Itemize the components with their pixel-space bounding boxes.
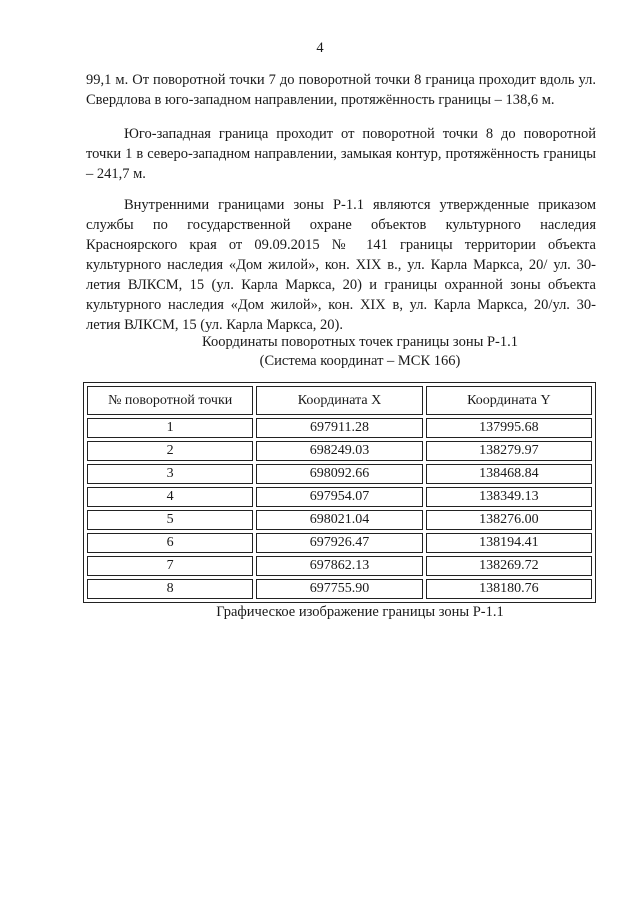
table-row xyxy=(87,579,592,599)
page-number: 4 xyxy=(316,40,324,56)
cell-coordinate-y: 138194.41 xyxy=(426,533,592,553)
paragraph-boundary-south: 99,1 м. От поворотной точки 7 до поворотной точки 8 граница проходит вдоль ул. Свердлова в юго-западном направлении, протяжённость границы – 138,6 м. xyxy=(86,72,596,108)
cell-coordinate-y: 138279.97 xyxy=(426,441,592,461)
cell-coordinate-y: 138180.76 xyxy=(426,579,592,599)
table-row xyxy=(87,464,592,484)
paragraph-inner-boundaries: Внутренними границами зоны Р-1.1 являются утвержденные приказом службы по государственной охране объектов культурного наследия Красноярского края от 09.09.2015 № 141 границы территории объекта культурного наследия «Дом жилой», кон. XIX в., ул. Карла Маркса, 20/ ул. 30-летия ВЛКСМ, 15 (ул. Карла Маркса, 20) и границы охранной зоны объекта культурного наследия «Дом жилой», кон. XIX в, ул. Карла Маркса, 20/ул. 30-летия ВЛКСМ, 15 (ул. Карла Маркса, 20). xyxy=(86,197,596,333)
table-caption-title: Координаты поворотных точек границы зоны Р-1.1 xyxy=(202,334,518,350)
cell-coordinate-y: 138468.84 xyxy=(426,464,592,484)
table-header-row xyxy=(87,386,592,415)
coordinates-table xyxy=(83,382,596,603)
table-row xyxy=(87,510,592,530)
cell-point-number: 3 xyxy=(87,464,253,484)
table-row xyxy=(87,556,592,576)
paragraph-boundary-southwest: Юго-западная граница проходит от поворотной точки 8 до поворотной точки 1 в северо-западном направлении, замыкая контур, протяжённость границы – 241,7 м. xyxy=(86,126,596,182)
cell-point-number: 8 xyxy=(87,579,253,599)
cell-point-number: 2 xyxy=(87,441,253,461)
cell-coordinate-x: 697755.90 xyxy=(256,579,422,599)
cell-point-number: 6 xyxy=(87,533,253,553)
table-caption-system: (Система координат – МСК 166) xyxy=(259,353,461,369)
cell-coordinate-x: 697862.13 xyxy=(256,556,422,576)
cell-coordinate-x: 697911.28 xyxy=(256,418,422,438)
cell-coordinate-y: 138349.13 xyxy=(426,487,592,507)
graphic-caption: Графическое изображение границы зоны Р-1.1 xyxy=(216,604,504,620)
table-row xyxy=(87,533,592,553)
header-point-number: № поворотной точки xyxy=(87,386,253,415)
cell-point-number: 1 xyxy=(87,418,253,438)
table-row xyxy=(87,487,592,507)
header-coordinate-x: Координата X xyxy=(256,386,422,415)
cell-point-number: 5 xyxy=(87,510,253,530)
cell-coordinate-x: 698021.04 xyxy=(256,510,422,530)
cell-coordinate-y: 138276.00 xyxy=(426,510,592,530)
cell-point-number: 4 xyxy=(87,487,253,507)
cell-coordinate-x: 698092.66 xyxy=(256,464,422,484)
cell-coordinate-y: 137995.68 xyxy=(426,418,592,438)
cell-coordinate-x: 698249.03 xyxy=(256,441,422,461)
header-coordinate-y: Координата Y xyxy=(426,386,592,415)
cell-coordinate-x: 697954.07 xyxy=(256,487,422,507)
cell-coordinate-x: 697926.47 xyxy=(256,533,422,553)
cell-point-number: 7 xyxy=(87,556,253,576)
table-row xyxy=(87,441,592,461)
table-row xyxy=(87,418,592,438)
cell-coordinate-y: 138269.72 xyxy=(426,556,592,576)
